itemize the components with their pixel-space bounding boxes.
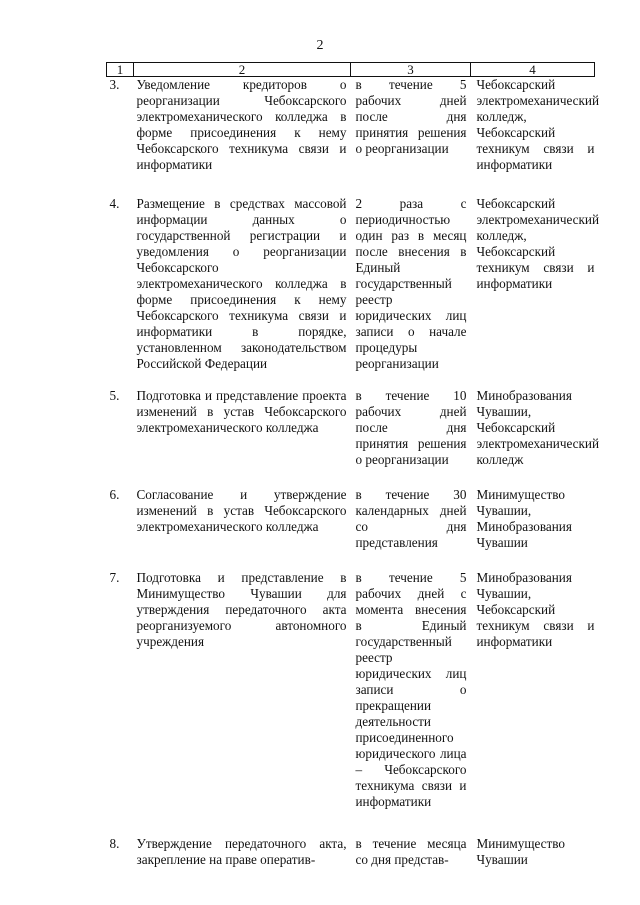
term-cell: в течение 5 рабочих дней после дня принятия решения о реорганизации <box>355 77 467 156</box>
row-number: 5. <box>109 387 120 403</box>
action-cell: Согласование и утверждение изменений в устав Чебоксарского электромеханического колледжа <box>136 486 347 534</box>
responsible-cell: Минобразования Чувашии, Чебоксарский техникум связи и информатики <box>476 569 595 649</box>
term-cell: в течение 30 календарных дней со дня представления <box>355 486 467 550</box>
table-row <box>107 487 595 570</box>
term-cell: в течение месяца со дня представ- <box>355 835 467 867</box>
action-cell: Подготовка и представление в Минимущество Чувашии для утверждения передаточного акта реорганизуемого автономного учреждения <box>136 569 347 649</box>
responsible-cell: Чебоксарский электромеханический колледж, Чебоксарский техникум связи и информатики <box>476 195 600 291</box>
term-cell: в течение 10 рабочих дней после дня принятия решения о реорганизации <box>355 387 467 467</box>
responsible-cell: Минимущество Чувашии <box>476 835 566 867</box>
term-cell: в течение 5 рабочих дней с момента внесения в Единый государственный реестр юридических лиц записи о прекращении деятельности присоединенного юридического лица – Чебоксарского техникума связи и информатики <box>355 569 467 809</box>
column-number-3: 3 <box>351 63 471 77</box>
responsible-cell: Минобразования Чувашии, Чебоксарский электромеханический колледж <box>476 387 600 467</box>
table-row <box>107 77 595 196</box>
reorganization-plan-table <box>106 62 600 872</box>
action-cell: Подготовка и представление проекта изменений в устав Чебоксарского электромеханического колледжа <box>136 387 347 435</box>
row-number: 7. <box>109 569 120 585</box>
table-row <box>107 196 595 388</box>
action-cell: Утверждение передаточного акта, закрепление на праве оператив- <box>136 835 347 867</box>
row-number: 3. <box>109 77 120 92</box>
row-number: 8. <box>109 835 120 851</box>
row-number: 6. <box>109 486 120 502</box>
action-cell: Размещение в средствах массовой информации данных о государственной регистрации и уведомления о реорганизации Чебоксарского электромеханического колледжа в форме присоединения к нему Чебоксарского техникума связи и информатики в порядке, установленном законодательством Российской Федерации <box>136 195 347 371</box>
column-number-4: 4 <box>471 63 595 77</box>
table-row <box>107 836 595 872</box>
responsible-cell: Чебоксарский электромеханический колледж, Чебоксарский техникум связи и информатики <box>476 77 600 172</box>
table-row <box>107 388 595 487</box>
column-number-row <box>107 63 595 77</box>
row-number: 4. <box>109 195 120 211</box>
page-number: 2 <box>316 38 324 53</box>
responsible-cell: Минимущество Чувашии, Минобразования Чувашии <box>476 486 572 550</box>
column-number-2: 2 <box>134 63 351 77</box>
table-row <box>107 570 595 836</box>
term-cell: 2 раза с периодичностью один раз в месяц после внесения в Единый государственный реестр юридических лиц записи о начале процедуры реорганизации <box>355 195 467 371</box>
column-number-1: 1 <box>107 63 134 77</box>
action-cell: Уведомление кредиторов о реорганизации Чебоксарского электромеханического колледжа в форме присоединения к нему Чебоксарского техникума связи и информатики <box>136 77 347 172</box>
